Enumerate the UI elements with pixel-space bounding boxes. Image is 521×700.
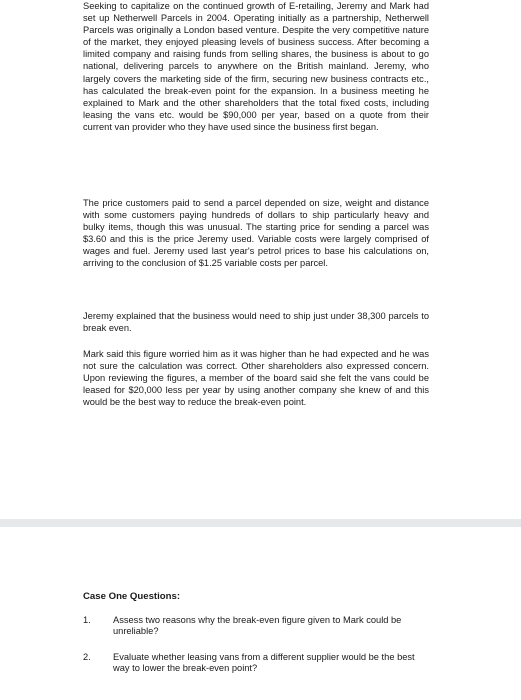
case-paragraph-1: Seeking to capitalize on the continued growth of E-retailing, Jeremy and Mark had set up Netherwell Parcels in 2004. Operating initially as a partnership, Netherwell Parcels was originally a London based venture. Despite the very competitive nature of the market, they enjoyed pleasing levels of business success. After becoming a limited company and raising funds from selling shares, the business is about to go national, delivering parcels to anywhere on the British mainland. Jeremy, who largely covers the marketing side of the firm, securing new business contracts etc., has calculated the break-even point for the expansion. In a business meeting he explained to Mark and the other shareholders that the total fixed costs, including leasing the vans etc. would be $90,000 per year, based on a quote from their current van provider who they have used since the business first began. — [83, 1, 429, 132]
question-number: 1. — [83, 615, 91, 625]
case-paragraph-3: Jeremy explained that the business would need to ship just under 38,300 parcels to break even. — [83, 311, 429, 334]
case-paragraph-4: Mark said this figure worried him as it was higher than he had expected and he was not sure the calculation was correct. Other shareholders also expressed concern. Upon reviewing the figures, a member of the board said she felt the vans could be leased for $20,000 less per year by using another company she knew of and this would be the best way to reduce the break-even point. — [83, 349, 429, 408]
question-number: 2. — [83, 652, 91, 662]
page-separator — [0, 519, 521, 527]
case-paragraph-2: The price customers paid to send a parcel depended on size, weight and distance with some customers paying hundreds of dollars to ship particularly heavy and bulky items, though this was unusual. The starting price for sending a parcel was $3.60 and this is the price Jeremy used. Variable costs were largely comprised of wages and fuel. Jeremy used last year's petrol prices to base his calculations on, arriving to the conclusion of $1.25 variable costs per parcel. — [83, 198, 429, 269]
question-text: Evaluate whether leasing vans from a different supplier would be the best way to lower the break-even point? — [113, 652, 415, 673]
questions-heading: Case One Questions: — [83, 591, 181, 602]
question-text: Assess two reasons why the break-even figure given to Mark could be unreliable? — [113, 615, 402, 636]
document-page-2 — [0, 527, 521, 700]
